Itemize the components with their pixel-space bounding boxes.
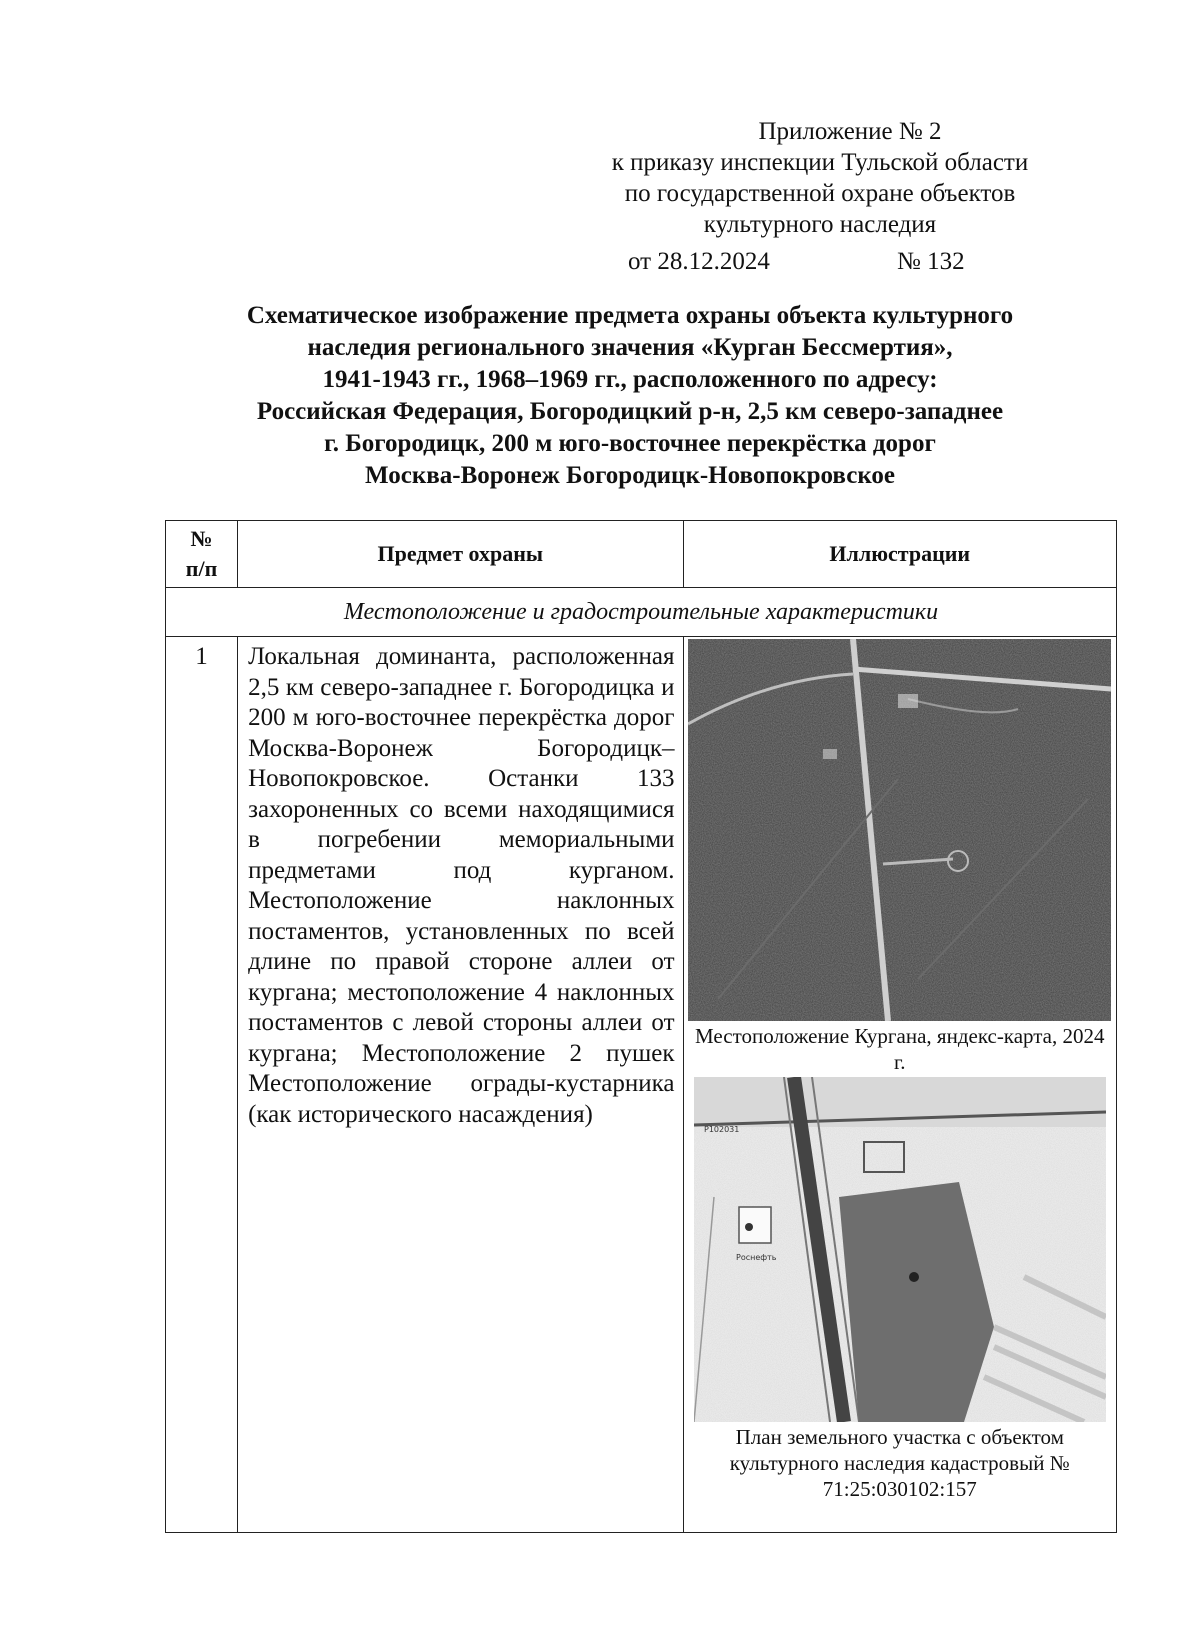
cadastral-plan-image — [694, 1077, 1106, 1422]
header-num-symbol: № — [190, 526, 213, 551]
protection-table — [165, 520, 1117, 1533]
map-label-station: Роснефть — [735, 1253, 777, 1262]
appendix-header — [540, 116, 1100, 240]
row-description: Локальная доминанта, расположенная 2,5 км северо-западнее г. Богородицка и 200 м юго-восточнее перекрёстка дорог Москва-Воронеж Богородицк–Новопокровское. Останки 133 захороненных со всеми находящимися в погребении мемориальными предметами под курганом. Местоположение наклонных постаментов, установленных по всей длине по правой стороне аллеи от кургана; местоположение 4 наклонных постаментов с левой стороны аллеи от кургана; Местоположение 2 пушек Местоположение ограды-кустарника (как исторического насаждения) — [238, 637, 683, 1533]
order-date: от 28.12.2024 — [628, 248, 770, 275]
order-number: № 132 — [897, 248, 965, 275]
illustration-caption-1: Местоположение Кургана, яндекс-карта, 2024 г. — [695, 1024, 1105, 1074]
title-line: Москва-Воронеж Богородицк-Новопокровское — [365, 462, 895, 489]
appendix-order-line: культурного наследия — [703, 211, 937, 238]
header-illustrations: Иллюстрации — [683, 521, 1116, 588]
appendix-order-line: к приказу инспекции Тульской области — [611, 149, 1029, 176]
title-line: Схематическое изображение предмета охраны объекта культурного — [246, 302, 1014, 329]
section-title: Местоположение и градостроительные характеристики — [166, 588, 1117, 637]
title-line: г. Богородицк, 200 м юго-восточнее перекрёстка дорог — [324, 430, 936, 457]
satellite-map-image — [688, 639, 1111, 1021]
title-line: наследия регионального значения «Курган Бессмертия», — [307, 334, 953, 361]
table-header-row — [166, 521, 1117, 588]
row-number: 1 — [166, 637, 238, 1533]
appendix-title: Приложение № 2 — [758, 118, 942, 145]
row-illustrations — [683, 637, 1116, 1533]
table-row — [166, 637, 1117, 1533]
header-num-label: п/п — [185, 556, 218, 581]
document-title — [150, 300, 1110, 492]
section-row — [166, 588, 1117, 637]
title-line: 1941-1943 гг., 1968–1969 гг., расположенного по адресу: — [322, 366, 938, 393]
map-label-road: Р102031 — [703, 1125, 740, 1134]
header-num — [166, 521, 238, 588]
illustration-caption-2: План земельного участка с объектом культурного наследия кадастровый № 71:25:030102:157 — [729, 1425, 1070, 1501]
header-subject: Предмет охраны — [238, 521, 683, 588]
appendix-order-line: по государственной охране объектов — [624, 180, 1016, 207]
title-line: Российская Федерация, Богородицкий р-н, 2,5 км северо-западнее — [256, 398, 1004, 425]
